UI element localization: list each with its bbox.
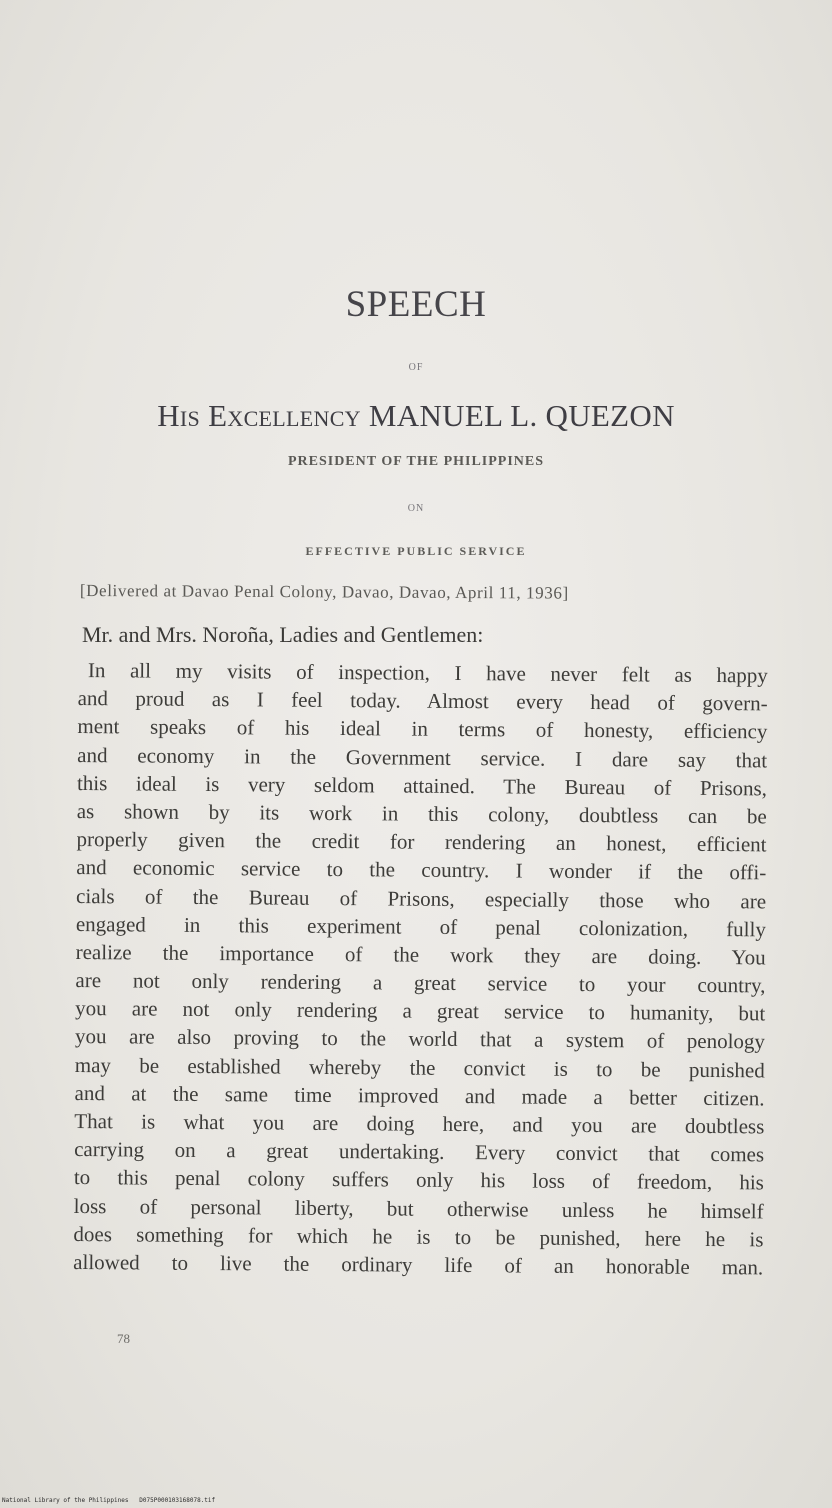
body-line: you are also proving to the world that a system of penology <box>74 1024 766 1054</box>
body-line: this ideal is very seldom attained. The Bureau of Prisons, <box>76 770 768 801</box>
body-line: cials of the Bureau of Prisons, especially those who are <box>76 883 767 913</box>
body-line: to this penal colony suffers only his loss of freedom, his <box>73 1165 764 1195</box>
body-line: allowed to live the ordinary life of an honorable man. <box>73 1249 764 1280</box>
speaker-office: PRESIDENT OF THE PHILIPPINES <box>287 454 545 469</box>
speaker-prefix-is: IS <box>179 406 201 431</box>
footer-file: D075P000103168078.tif <box>139 1497 216 1504</box>
speech-subject: EFFECTIVE PUBLIC SERVICE <box>305 544 527 558</box>
of-label: OF <box>408 362 424 373</box>
body-line: In all my visits of inspection, I have never felt as happy <box>87 658 768 688</box>
body-line: as shown by its work in this colony, doubtless can be <box>76 798 767 829</box>
body-line: ment speaks of his ideal in terms of honesty, efficiency <box>77 714 768 744</box>
body-line: does something for which he is to be punished, here he is <box>73 1221 764 1252</box>
page-number: 78 <box>117 1331 130 1346</box>
body-line: may be established whereby the convict is to be punished <box>74 1052 765 1083</box>
footer-source: National Library of the Philippines <box>2 1497 129 1504</box>
speaker-heading <box>0 398 832 434</box>
speaker-prefix-xcellency: XCELLENCY <box>227 406 361 431</box>
body-line: realize the importance of the work they are doing. You <box>75 939 766 970</box>
body-line: and economy in the Government service. I dare say that <box>77 742 768 772</box>
body-line: you are not only rendering a great service to humanity, but <box>75 996 766 1026</box>
body-line: are not only rendering a great service to your country, <box>75 968 766 998</box>
speaker-name: MANUEL L. QUEZON <box>368 398 675 433</box>
body-line: That is what you are doing here, and you are doubtless <box>74 1108 765 1139</box>
body-line: properly given the credit for rendering an honest, efficient <box>76 827 767 857</box>
salutation: Mr. and Mrs. Noroña, Ladies and Gentlemen: <box>82 622 484 647</box>
body-line: and economic service to the country. I wonder if the offi- <box>76 855 767 885</box>
page-title: SPEECH <box>345 284 487 325</box>
speaker-prefix-h: H <box>157 398 180 433</box>
speech-body <box>73 656 768 1282</box>
scan-footer <box>2 1497 215 1504</box>
speaker-prefix-e: E <box>208 398 228 433</box>
body-line: and proud as I feel today. Almost every head of govern- <box>77 686 768 716</box>
body-line: engaged in this experiment of penal colonization, fully <box>75 911 766 942</box>
body-line: and at the same time improved and made a better citizen. <box>74 1080 765 1111</box>
body-line: loss of personal liberty, but otherwise unless he himself <box>73 1193 764 1223</box>
on-label: ON <box>407 503 425 514</box>
delivery-note: [Delivered at Davao Penal Colony, Davao, Davao, April 11, 1936] <box>79 581 569 603</box>
body-line: carrying on a great undertaking. Every convict that comes <box>74 1137 765 1167</box>
